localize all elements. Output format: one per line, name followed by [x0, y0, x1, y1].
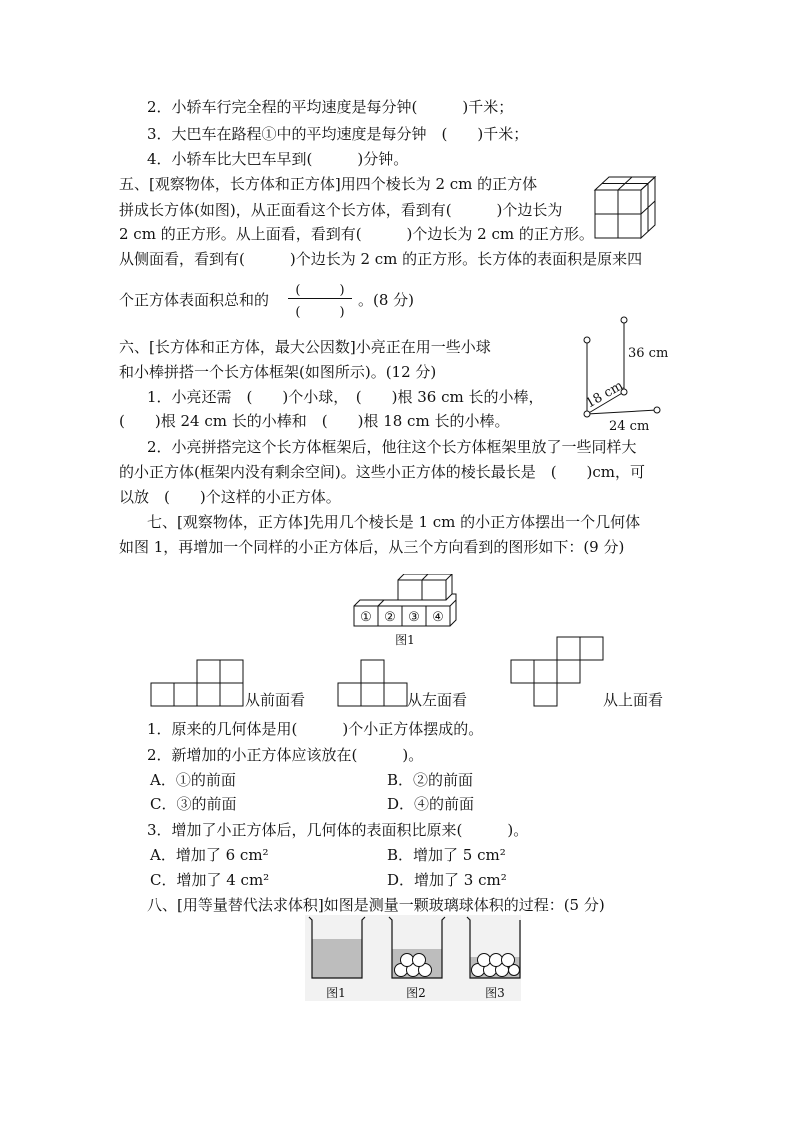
- cube-number-3: ③: [408, 610, 420, 625]
- section5-score: 。(8 分): [358, 291, 415, 309]
- label-24cm: 24 cm: [609, 419, 650, 434]
- front-view-label: 从前面看: [245, 691, 306, 709]
- q7-2-option-c: C．③的前面: [150, 795, 237, 813]
- section7-line2: 如图 1，再增加一个同样的小正方体后，从三个方向看到的图形如下：(9 分): [119, 538, 625, 556]
- beaker-caption-3: 图3: [485, 986, 505, 1000]
- q7-3-option-b: B．增加了 5 cm²: [387, 846, 506, 864]
- q6-1-text: 1．小亮还需 ( )个小球， ( )根 36 cm 长的小棒，: [147, 388, 544, 406]
- q7-3-text: 3．增加了小正方体后，几何体的表面积比原来( )。: [147, 821, 529, 839]
- beaker-caption-2: 图2: [406, 986, 426, 1000]
- cube-number-1: ①: [360, 610, 372, 625]
- label-36cm: 36 cm: [628, 346, 669, 361]
- q6-2-text: 2．小亮拼搭完这个长方体框架后，他往这个长方体框架里放了一些同样大: [147, 438, 637, 456]
- cuboid-figure: [593, 174, 659, 242]
- section8-title: 八、[用等量替代法求体积]如图是测量一颗玻璃球体积的过程：(5 分): [147, 896, 605, 914]
- section6-line2: 和小棒拼搭一个长方体框架(如图所示)。(12 分): [119, 363, 437, 381]
- q7-3-option-c: C．增加了 4 cm²: [150, 871, 270, 889]
- q7-3-option-d: D．增加了 3 cm²: [387, 871, 507, 889]
- section6-title: 六、[长方体和正方体，最大公因数]小亮正在用一些小球: [119, 338, 491, 356]
- front-view-figure: [150, 658, 248, 708]
- section5-line4: 从侧面看，看到有( )个边长为 2 cm 的正方形。长方体的表面积是原来四: [119, 250, 643, 268]
- section5-title: 五、[观察物体，长方体和正方体]用四个棱长为 2 cm 的正方体: [119, 175, 538, 193]
- q7-3-option-a: A．增加了 6 cm²: [150, 846, 269, 864]
- section5-line2: 拼成长方体(如图)，从正面看这个长方体，看到有( )个边长为: [119, 201, 563, 219]
- q7-2-option-b: B．②的前面: [387, 771, 474, 789]
- section5-line3: 2 cm 的正方形。从上面看，看到有( )个边长为 2 cm 的正方形。: [119, 225, 594, 243]
- q7-2-option-a: A．①的前面: [150, 771, 236, 789]
- fig1-caption: 图1: [395, 633, 415, 647]
- q6-2-text-end: 以放 ( )个这样的小正方体。: [119, 488, 341, 506]
- left-view-label: 从左面看: [407, 691, 468, 709]
- beaker-figures: [305, 915, 521, 1001]
- q6-2-text-cont: 的小正方体(框架内没有剩余空间)。这些小正方体的棱长最长是 ( )cm，可: [119, 463, 646, 481]
- fraction-numerator: ( ): [295, 283, 345, 298]
- beaker-caption-1: 图1: [326, 986, 346, 1000]
- section7-title: 七、[观察物体，正方体]先用几个棱长是 1 cm 的小正方体摆出一个几何体: [147, 513, 641, 531]
- top-view-figure: [510, 635, 606, 709]
- top-view-label: 从上面看: [603, 691, 664, 709]
- fraction-denominator: ( ): [295, 305, 345, 320]
- q4-3-text: 3．大巴车在路程①中的平均速度是每分钟 ( )千米；: [147, 125, 529, 143]
- cube-number-4: ④: [432, 610, 444, 625]
- q4-2-text: 2．小轿车行完全程的平均速度是每分钟( )千米；: [147, 98, 514, 116]
- q4-4-text: 4．小轿车比大巴车早到( )分钟。: [147, 150, 409, 168]
- cube-number-2: ②: [384, 610, 396, 625]
- q7-2-option-d: D．④的前面: [387, 795, 475, 813]
- section5-line5: 个正方体表面积总和的: [119, 291, 270, 309]
- section7-fig1: [350, 574, 462, 648]
- q6-1-text-cont: ( )根 24 cm 长的小棒和 ( )根 18 cm 长的小棒。: [119, 412, 510, 430]
- q7-2-text: 2．新增加的小正方体应该放在( )。: [147, 746, 424, 764]
- left-view-figure: [337, 658, 411, 708]
- fraction-bar: [288, 298, 352, 299]
- label-18cm: 18 cm: [583, 378, 626, 412]
- frame-figure: [577, 312, 677, 434]
- q7-1-text: 1．原来的几何体是用( )个小正方体摆成的。: [147, 720, 484, 738]
